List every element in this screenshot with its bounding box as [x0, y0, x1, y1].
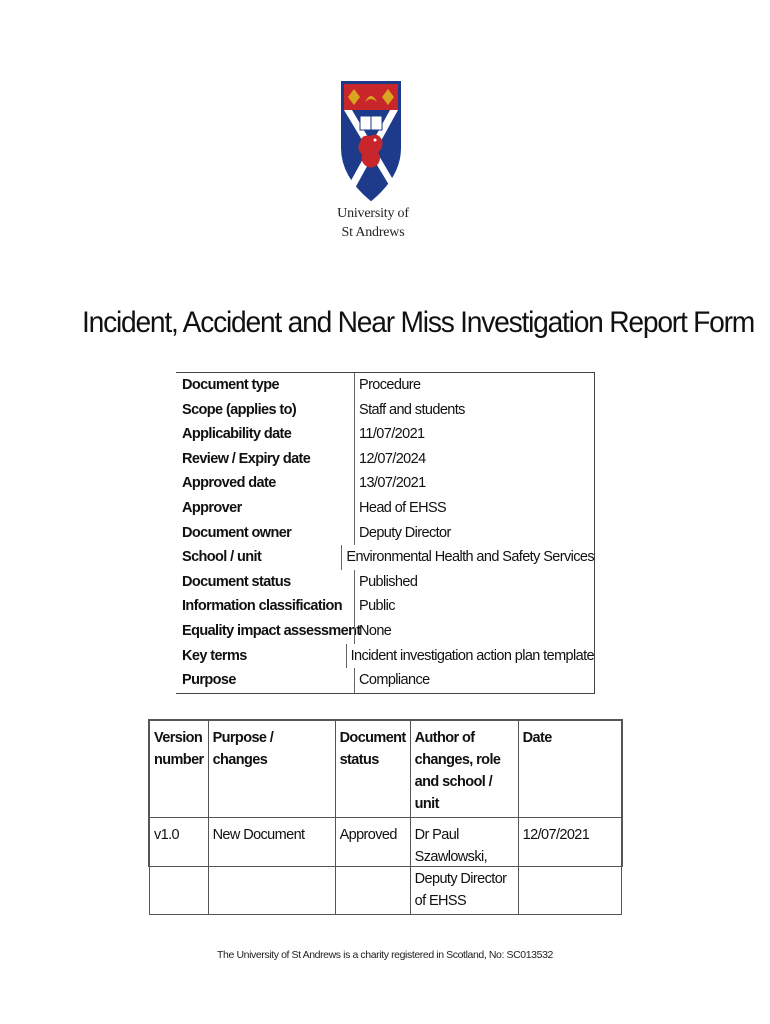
metadata-value: 11/07/2021	[354, 422, 594, 447]
header-document-status: Document status	[335, 721, 410, 818]
metadata-value: Procedure	[354, 373, 594, 398]
university-crest-icon	[340, 78, 402, 202]
cell-purpose: New Document	[208, 818, 335, 915]
header-purpose-changes: Purpose / changes	[208, 721, 335, 818]
university-name	[300, 204, 446, 242]
metadata-row	[176, 644, 594, 669]
metadata-key: Document owner	[182, 524, 292, 541]
metadata-key: Equality impact assessment	[182, 622, 361, 639]
metadata-value: Staff and students	[354, 398, 594, 423]
metadata-row	[176, 398, 594, 423]
metadata-row	[176, 422, 594, 447]
metadata-row	[176, 545, 594, 570]
metadata-value: Public	[354, 594, 594, 619]
page-title: Incident, Accident and Near Miss Investigation Report Form	[82, 306, 755, 339]
metadata-value: 13/07/2021	[354, 471, 594, 496]
metadata-key: Scope (applies to)	[182, 401, 297, 418]
cell-version: v1.0	[150, 818, 209, 915]
metadata-key: Purpose	[182, 672, 236, 689]
university-name-line2: St Andrews	[341, 225, 405, 240]
metadata-row	[176, 619, 594, 644]
footer-charity-notice: The University of St Andrews is a charity registered in Scotland, No: SC013532	[217, 949, 553, 961]
metadata-key: Document status	[182, 573, 291, 590]
metadata-value: Head of EHSS	[354, 496, 594, 521]
metadata-row	[176, 447, 594, 472]
metadata-row	[176, 496, 594, 521]
metadata-key: Document type	[182, 377, 279, 393]
metadata-value: Compliance	[354, 668, 594, 693]
header-version-number: Version number	[150, 721, 209, 818]
cell-status: Approved	[335, 818, 410, 915]
table-row	[150, 818, 622, 915]
cell-author: Dr Paul Szawlowski, Deputy Director of EHSS	[410, 818, 518, 915]
metadata-key: Review / Expiry date	[182, 450, 311, 467]
metadata-key: Key terms	[182, 647, 247, 664]
metadata-value: Environmental Health and Safety Services	[341, 545, 594, 570]
metadata-value: Published	[354, 570, 594, 595]
university-name-line1: University of	[337, 206, 409, 221]
metadata-key: School / unit	[182, 549, 262, 566]
header-date: Date	[518, 721, 621, 818]
metadata-row	[176, 521, 594, 546]
metadata-value: 12/07/2024	[354, 447, 594, 472]
header-author: Author of changes, role and school / unit	[410, 721, 518, 818]
version-table-header-row	[150, 721, 622, 818]
metadata-row	[176, 570, 594, 595]
metadata-row	[176, 373, 594, 398]
metadata-row	[176, 471, 594, 496]
metadata-key: Information classification	[182, 598, 343, 615]
metadata-row	[176, 668, 594, 693]
metadata-key: Applicability date	[182, 426, 292, 443]
cell-date: 12/07/2021	[518, 818, 621, 915]
metadata-key: Approver	[182, 499, 242, 516]
metadata-key: Approved date	[182, 475, 276, 492]
metadata-row	[176, 594, 594, 619]
metadata-value: Deputy Director	[354, 521, 594, 546]
metadata-value: None	[354, 619, 594, 644]
version-history-table	[148, 719, 623, 909]
metadata-value: Incident investigation action plan template	[346, 644, 594, 669]
metadata-table	[176, 372, 595, 694]
